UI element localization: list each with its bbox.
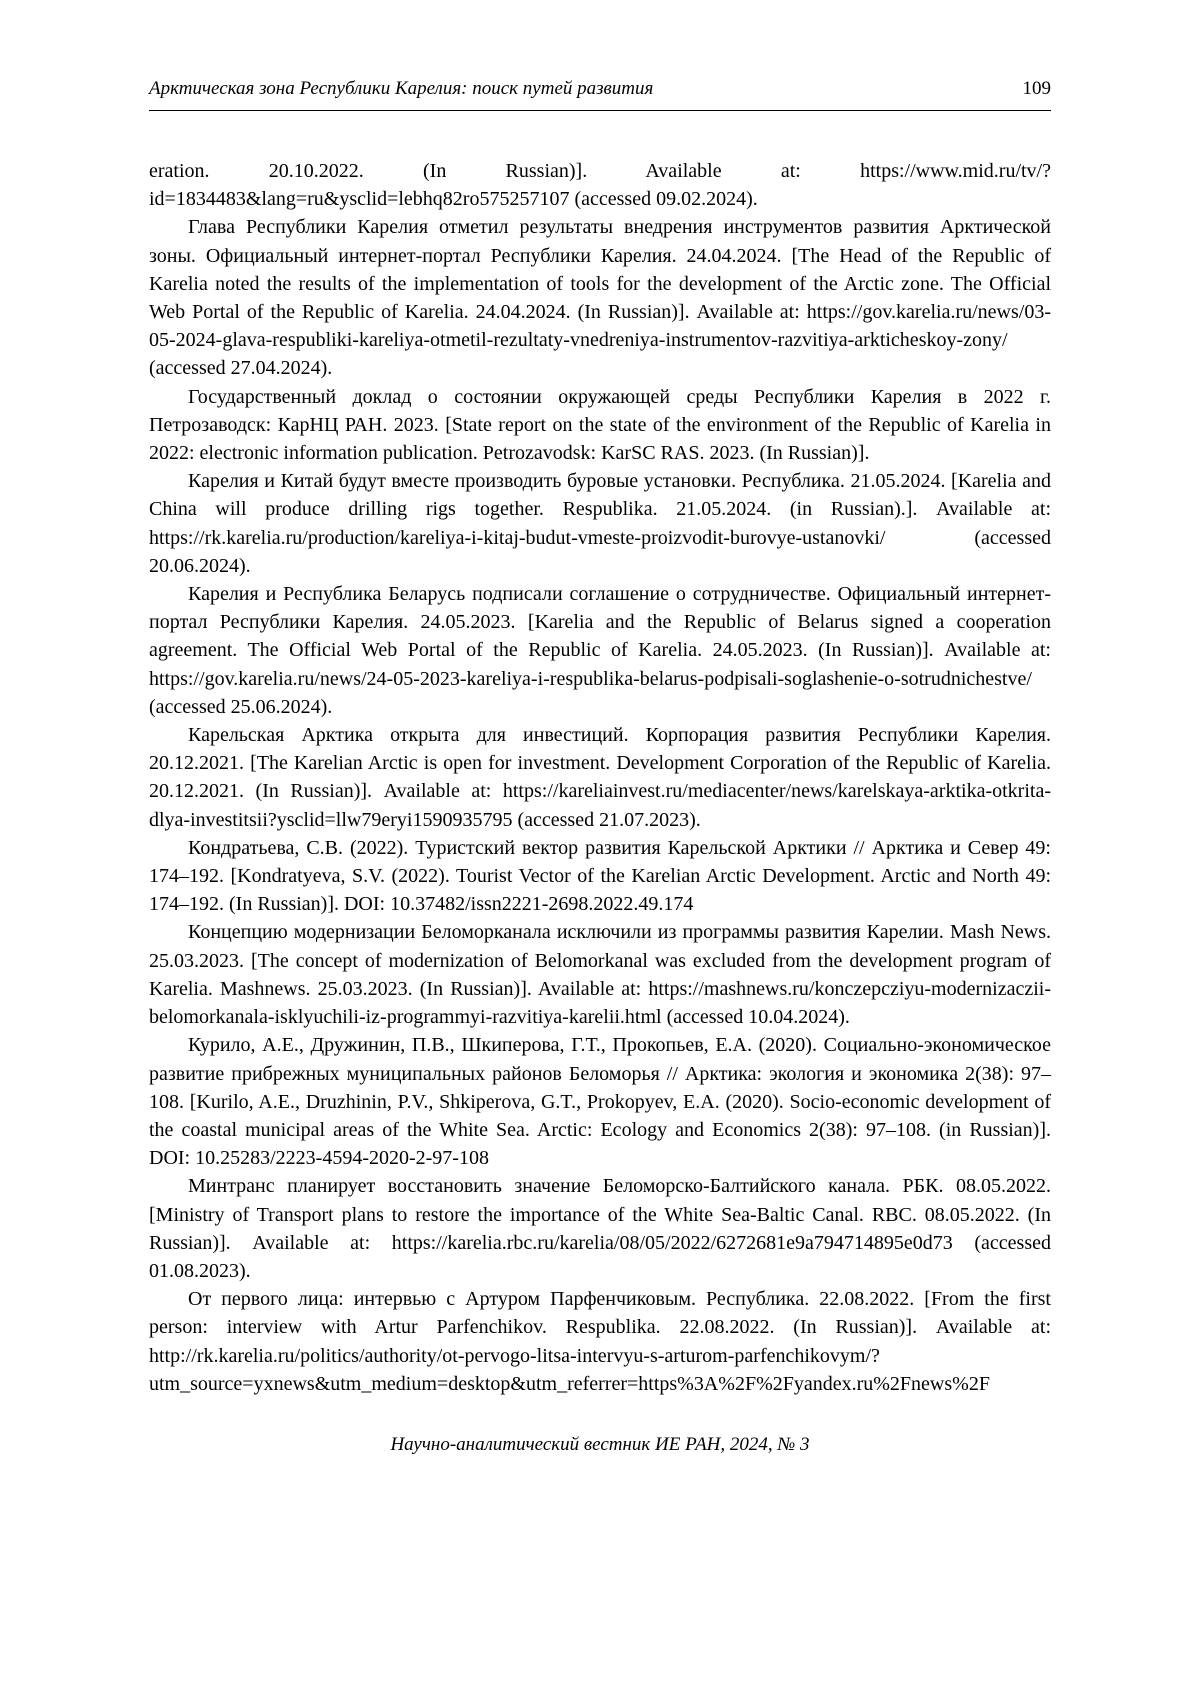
page-footer [149,1434,1051,1456]
reference-entry: Глава Республики Карелия отметил результаты внедрения инструментов развития Арктической зоны. Официальный интернет-портал Республики Карелия. 24.04.2024. [The Head of the Republic of Karelia noted the results of the implementation of tools for the development of the Arctic zone. The Official Web Portal of the Republic of Karelia. 24.04.2024. (In Russian)]. Available at: https://gov.karelia.ru/news/03-05-2024-glava-respubliki-kareliya-otmetil-rezultaty-vnedreniya-instrumentov-razvitiya-arkticheskoy-zony/ (accessed 27.04.2024). [149,216,1051,380]
running-title: Арктическая зона Республики Карелия: поиск путей развития [149,78,654,99]
reference-entry: Карелия и Республика Беларусь подписали соглашение о сотрудничестве. Официальный интернет-портал Республики Карелия. 24.05.2023. [Karelia and the Republic of Belarus signed a cooperation agreement. The Official Web Portal of the Republic of Karelia. 24.05.2023. (In Russian)]. Available at: https://gov.karelia.ru/news/24-05-2023-kareliya-i-respublika-belarus-podpisali-soglashenie-o-sotrudnichestve/ (accessed 25.06.2024). [149,583,1051,718]
reference-entry: Карелия и Китай будут вместе производить буровые установки. Республика. 21.05.2024. [Karelia and China will produce drilling rigs together. Respublika. 21.05.2024. (in Russian).]. Available at: https://rk.karelia.ru/production/kareliya-i-kitaj-budut-vmeste-proizvodit-burovye-ustanovki/ (accessed 20.06.2024). [149,470,1051,577]
page-content [149,0,1051,1456]
reference-entry: Курило, А.Е., Дружинин, П.В., Шкиперова, Г.Т., Прокопьев, Е.А. (2020). Социально-экономическое развитие прибрежных муниципальных районов Беломорья // Арктика: экология и экономика 2(38): 97–108. [Kurilo, A.E., Druzhinin, P.V., Shkiperova, G.T., Prokopyev, E.A. (2020). Socio-economic development of the coastal municipal areas of the White Sea. Arctic: Ecology and Economics 2(38): 97–108. (in Russian)]. DOI: 10.25283/2223-4594-2020-2-97-108 [149,1034,1051,1170]
reference-entry: Государственный доклад о состоянии окружающей среды Республики Карелия в 2022 г. Петрозаводск: КарНЦ РАН. 2023. [State report on the state of the environment of the Republic of Karelia in 2022: electronic information publication. Petrozavodsk: KarSC RAS. 2023. (In Russian)]. [149,385,1051,465]
reference-entry: Концепцию модернизации Беломорканала исключили из программы развития Карелии. Mash News. 25.03.2023. [The concept of modernization of Belomorkanal was excluded from the development program of Karelia. Mashnews. 25.03.2023. (In Russian)]. Available at: https://mashnews.ru/konczepcziyu-modernizaczii-belomorkanala-isklyuchili-iz-programmyi-razvitiya-karelii.html (accessed 10.04.2024). [149,921,1051,1029]
page-number: 109 [1022,78,1051,99]
reference-entry: eration. 20.10.2022. (In Russian)]. Available at: https://www.mid.ru/tv/?id=1834483&lang=ru&ysclid=lebhq82ro575257107 (accessed 09.02.2024). [149,160,1051,211]
reference-entry: От первого лица: интервью с Артуром Парфенчиковым. Республика. 22.08.2022. [From the first person: interview with Artur Parfenchikov. Respublika. 22.08.2022. (In Russian)]. Available at: http://rk.karelia.ru/politics/authority/ot-pervogo-litsa-intervyu-s-arturom-parfenchikovym/?utm_source=yxnews&utm_medium=desktop&utm_referrer=https%3A%2F%2Fyandex.ru%2Fnews%2F [149,1288,1051,1395]
references-list [149,157,1051,1398]
running-header [149,78,1051,110]
reference-entry: Минтранс планирует восстановить значение Беломорско-Балтийского канала. РБК. 08.05.2022. [Ministry of Transport plans to restore the importance of the White Sea-Baltic Canal. RBC. 08.05.2022. (In Russian)]. Available at: https://karelia.rbc.ru/karelia/08/05/2022/6272681e9a794714895e0d73 (accessed 01.08.2023). [149,1175,1051,1282]
header-rule [149,110,1051,111]
journal-line: Научно-аналитический вестник ИЕ РАН, 2024, № 3 [390,1433,810,1455]
reference-entry: Кондратьева, С.В. (2022). Туристский вектор развития Карельской Арктики // Арктика и Север 49: 174–192. [Kondratyeva, S.V. (2022). Tourist Vector of the Karelian Arctic Development. Arctic and North 49: 174–192. (In Russian)]. DOI: 10.37482/issn2221-2698.2022.49.174 [149,836,1051,916]
reference-entry: Карельская Арктика открыта для инвестиций. Корпорация развития Республики Карелия. 20.12.2021. [The Karelian Arctic is open for investment. Development Corporation of the Republic of Karelia. 20.12.2021. (In Russian)]. Available at: https://kareliainvest.ru/mediacenter/news/karelskaya-arktika-otkrita-dlya-investitsii?ysclid=llw79eryi1590935795 (accessed 21.07.2023). [149,724,1051,831]
